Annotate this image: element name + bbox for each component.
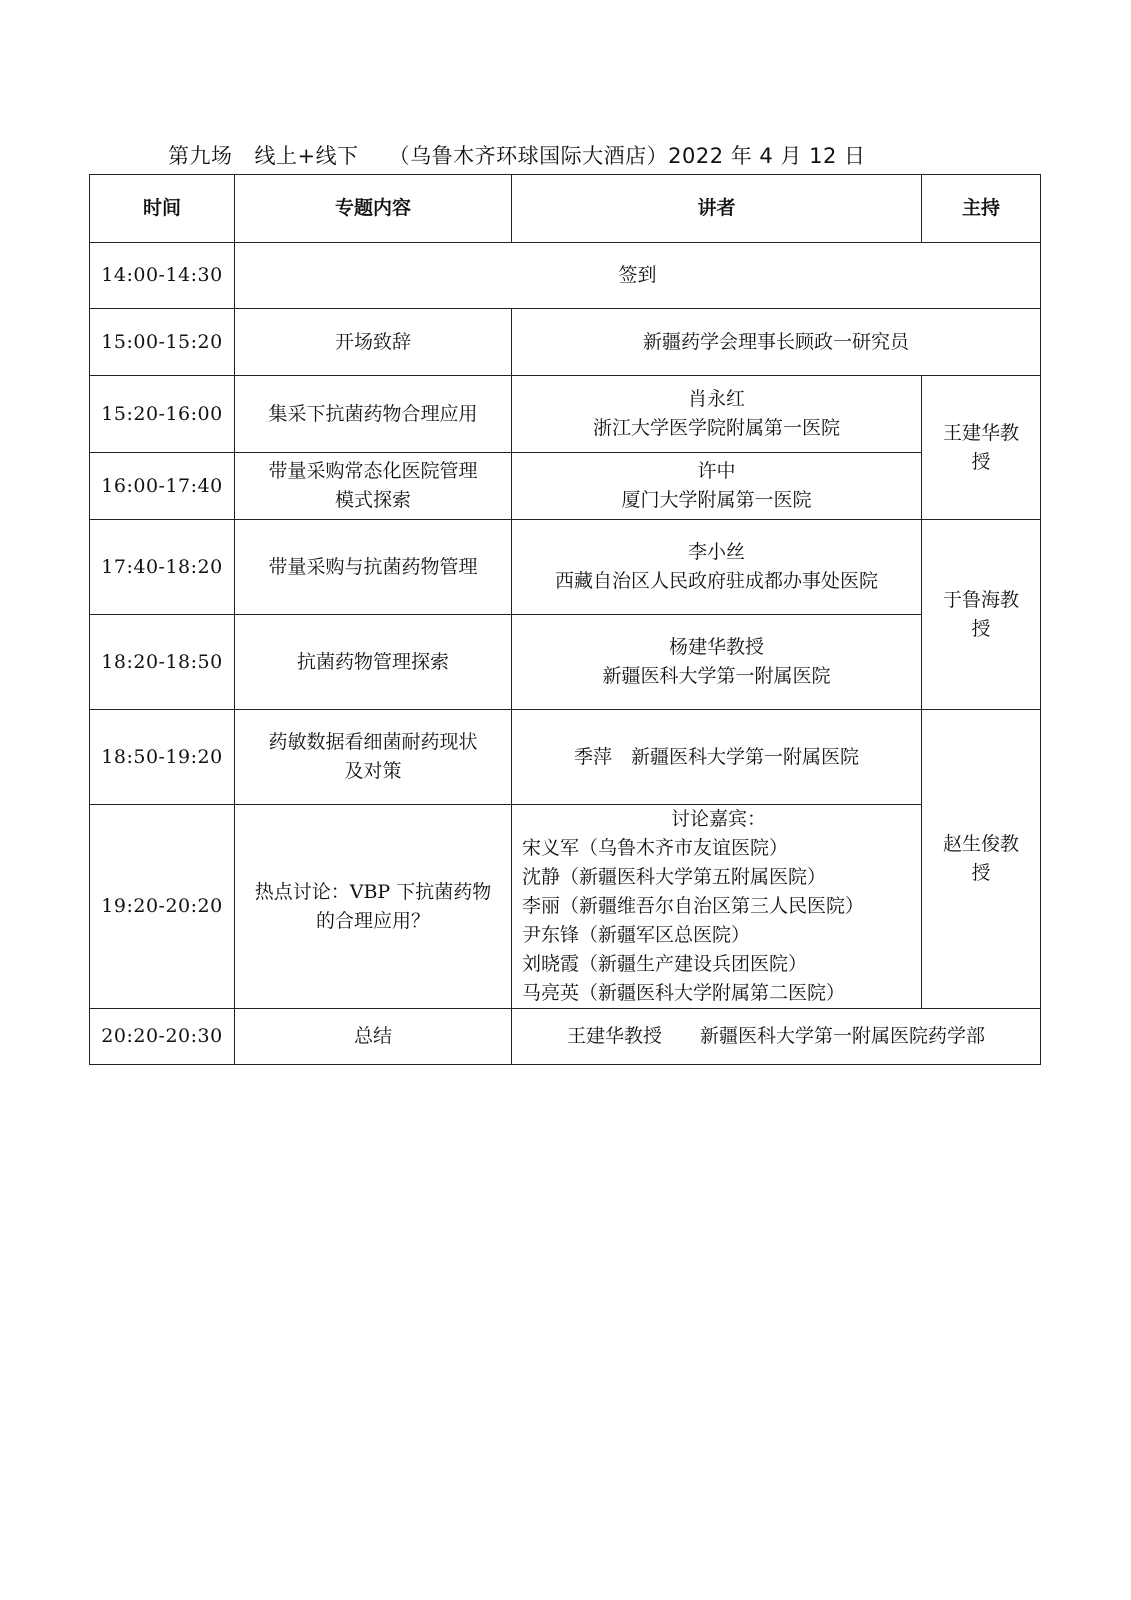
guest-item: 刘晓霞（新疆生产建设兵团医院） [522,953,808,975]
speaker-org: 西藏自治区人民政府驻成都办事处医院 [554,570,878,592]
page-title [168,140,866,170]
table-row [90,520,1041,615]
session-label: 第九场 [168,144,233,168]
guest-item: 沈静（新疆医科大学第五附属医院） [522,866,827,888]
guest-item: 李丽（新疆维吾尔自治区第三人民医院） [522,895,865,917]
topic-cell [235,805,512,1009]
host-name-cont: 授 [971,862,991,884]
topic-cell: 总结 [235,1009,512,1065]
host-name: 于鲁海教 [942,588,1019,611]
host-name-cont: 授 [971,617,991,640]
time-cell: 18:20-18:50 [90,615,235,710]
header-topic: 专题内容 [235,175,512,243]
topic-cell: 开场致辞 [235,309,512,376]
topic-cell: 签到 [235,243,1041,309]
table-row [90,1009,1041,1065]
topic-line: 热点讨论：VBP 下抗菌药物 [254,880,492,903]
time-cell: 16:00-17:40 [90,453,235,520]
speaker-name: 肖永红 [687,388,745,410]
time-cell: 14:00-14:30 [90,243,235,309]
time-cell: 18:50-19:20 [90,710,235,805]
guest-item: 宋义军（乌鲁木齐市友谊医院） [522,837,789,859]
header-host: 主持 [922,175,1041,243]
header-speaker: 讲者 [512,175,922,243]
header-row [90,175,1041,243]
mode-label: 线上+线下 [254,144,359,168]
guest-item: 马亮英（新疆医科大学附属第二医院） [522,982,846,1004]
host-cell [922,520,1041,710]
speaker-name: 许中 [697,460,736,482]
time-cell: 20:20-20:30 [90,1009,235,1065]
schedule-table [89,174,1041,1065]
topic-cell: 集采下抗菌药物合理应用 [235,376,512,453]
time-cell: 15:20-16:00 [90,376,235,453]
guest-item: 尹东锋（新疆军区总医院） [522,924,751,946]
time-cell: 15:00-15:20 [90,309,235,376]
host-name: 王建华教 [942,421,1019,444]
table-row [90,615,1041,710]
time-cell: 19:20-20:20 [90,805,235,1009]
host-cell [922,376,1041,520]
topic-line: 模式探索 [334,489,411,511]
speaker-cell [512,453,922,520]
topic-line: 及对策 [344,760,402,782]
discussion-guests-cell [512,805,922,1009]
table-row [90,805,1041,1009]
topic-cell [235,710,512,805]
speaker-name: 杨建华教授 [668,636,764,658]
venue-date-label: （乌鲁木齐环球国际大酒店）2022 年 4 月 12 日 [388,144,866,168]
speaker-name: 李小丝 [687,541,745,563]
speaker-cell: 新疆药学会理事长顾政一研究员 [512,309,1041,376]
topic-cell: 抗菌药物管理探索 [235,615,512,710]
topic-line: 药敏数据看细菌耐药现状 [268,731,478,753]
table-row [90,710,1041,805]
host-cell [922,710,1041,1009]
topic-cell [235,453,512,520]
table-row [90,309,1041,376]
table-row [90,453,1041,520]
speaker-cell [512,376,922,453]
topic-cell: 带量采购与抗菌药物管理 [235,520,512,615]
speaker-org: 浙江大学医学院附属第一医院 [592,417,840,439]
header-time: 时间 [90,175,235,243]
speaker-cell [512,520,922,615]
topic-line: 带量采购常态化医院管理 [268,460,478,482]
speaker-cell: 季萍 新疆医科大学第一附属医院 [512,710,922,805]
time-cell: 17:40-18:20 [90,520,235,615]
topic-line: 的合理应用？ [315,909,430,932]
speaker-cell [512,615,922,710]
table-row [90,376,1041,453]
speaker-cell: 王建华教授 新疆医科大学第一附属医院药学部 [512,1009,1041,1065]
host-name-cont: 授 [971,450,991,473]
table-row [90,243,1041,309]
guests-title: 讨论嘉宾： [670,808,766,830]
speaker-org: 新疆医科大学第一附属医院 [602,665,831,687]
speaker-org: 厦门大学附属第一医院 [621,489,812,511]
host-name: 赵生俊教 [942,833,1019,855]
